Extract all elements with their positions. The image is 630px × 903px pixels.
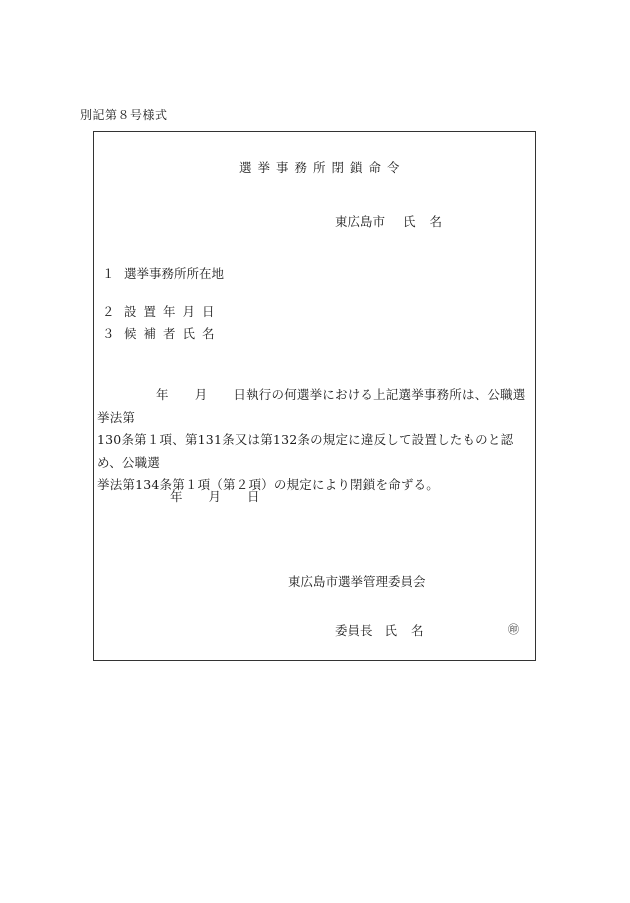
list-item-location — [102, 264, 224, 282]
item-number: ２ — [102, 304, 115, 319]
date-year-label: 年 — [170, 489, 183, 504]
form-number-label: 別記第８号様式 — [80, 108, 168, 122]
list-item-candidate-name — [102, 324, 222, 342]
issuer-city: 東広島市 — [335, 214, 386, 229]
body-line-1-text: 日執行の何選挙における上記選挙事務所は、公職選挙法第 — [97, 387, 526, 425]
item-number: １ — [102, 266, 115, 281]
item-label: 選挙事務所所在地 — [124, 266, 225, 281]
order-body-text — [97, 384, 533, 497]
item-label: 設置年月日 — [124, 304, 222, 319]
body-year-label: 年 — [156, 387, 169, 402]
item-number: ３ — [102, 326, 115, 341]
commission-name: 東広島市選挙管理委員会 — [288, 574, 426, 589]
item-label: 候補者氏名 — [124, 326, 222, 341]
seal-icon: ㊞ — [508, 623, 519, 636]
date-month-label: 月 — [208, 489, 222, 504]
issuer-name-label: 名 — [429, 214, 443, 229]
document-title: 選挙事務所閉鎖命令 — [239, 160, 406, 175]
chair-signature-line — [335, 621, 424, 639]
body-month-label: 月 — [194, 387, 208, 402]
order-date — [170, 487, 260, 505]
date-day-label: 日 — [247, 489, 260, 504]
body-line-1 — [97, 384, 533, 429]
body-line-3: 挙法第134条第１項（第２項）の規定により閉鎖を命ずる。 — [97, 477, 439, 492]
issuer-surname-label: 氏 — [403, 214, 416, 229]
body-line-2: 130条第１項、第131条又は第132条の規定に違反して設置したものと認め、公職選 — [97, 432, 514, 470]
chair-name-label: 名 — [411, 623, 424, 638]
issuer-line — [335, 212, 442, 230]
list-item-setup-date — [102, 302, 222, 320]
chair-title: 委員長 — [335, 623, 373, 638]
chair-surname-label: 氏 — [384, 623, 398, 638]
